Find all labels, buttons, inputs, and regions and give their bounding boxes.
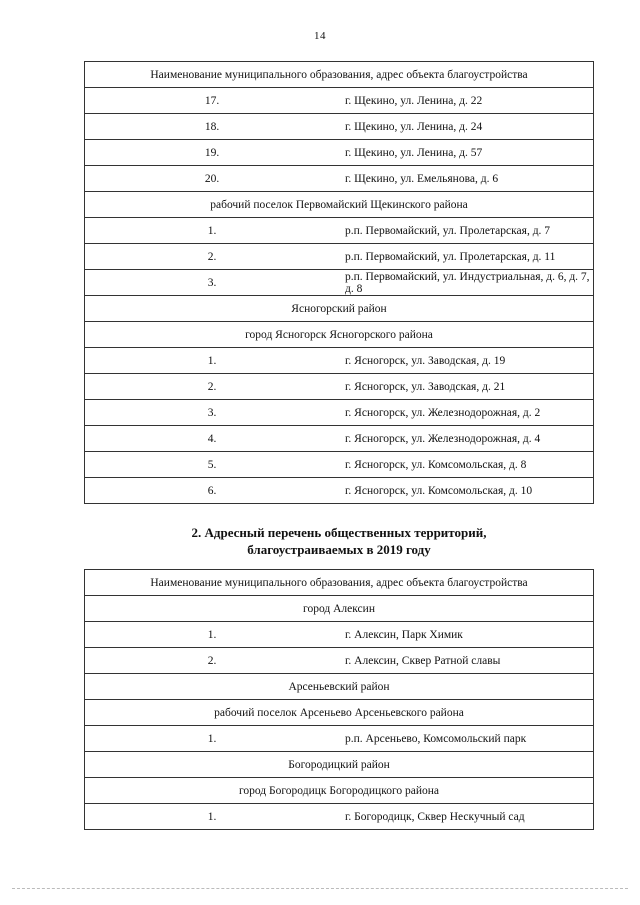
row-number: 4.: [85, 426, 340, 452]
table-row: [85, 166, 594, 192]
table-row: [85, 400, 594, 426]
address-text: г. Ясногорск, ул. Железнодорожная, д. 2: [339, 400, 594, 426]
address-table-1-body: [85, 62, 594, 504]
table-row: [85, 648, 594, 674]
table-row: [85, 140, 594, 166]
section-row: [85, 674, 594, 700]
address-text: г. Щекино, ул. Ленина, д. 57: [339, 140, 594, 166]
table-row: [85, 244, 594, 270]
footer-scan-line: [12, 888, 628, 890]
row-number: 1.: [85, 726, 340, 752]
row-number: 2.: [85, 648, 340, 674]
table-row: [85, 726, 594, 752]
address-text: р.п. Первомайский, ул. Индустриальная, д. 6, д. 7, д. 8: [339, 270, 594, 296]
row-number: 1.: [85, 348, 340, 374]
section-row: [85, 596, 594, 622]
table-row: [85, 88, 594, 114]
table-row: [85, 114, 594, 140]
address-table-2: [84, 569, 594, 830]
table-row: [85, 426, 594, 452]
table-header-row: [85, 62, 594, 88]
section-2-heading: [84, 524, 594, 558]
row-number: 17.: [85, 88, 340, 114]
table-row: [85, 374, 594, 400]
address-text: г. Алексин, Парк Химик: [339, 622, 594, 648]
table-row: [85, 270, 594, 296]
table-row: [85, 452, 594, 478]
table-row: [85, 348, 594, 374]
address-text: г. Щекино, ул. Емельянова, д. 6: [339, 166, 594, 192]
table-header-row: [85, 570, 594, 596]
section-title: рабочий поселок Первомайский Щекинского района: [85, 192, 594, 218]
section-row: [85, 752, 594, 778]
row-number: 1.: [85, 218, 340, 244]
section-title: город Алексин: [85, 596, 594, 622]
section-row: [85, 192, 594, 218]
section-title: Арсеньевский район: [85, 674, 594, 700]
table-row: [85, 218, 594, 244]
address-text: р.п. Первомайский, ул. Пролетарская, д. 7: [339, 218, 594, 244]
row-number: 6.: [85, 478, 340, 504]
section-row: [85, 296, 594, 322]
row-number: 1.: [85, 804, 340, 830]
row-number: 19.: [85, 140, 340, 166]
section-title: рабочий поселок Арсеньево Арсеньевского района: [85, 700, 594, 726]
address-text: г. Ясногорск, ул. Заводская, д. 21: [339, 374, 594, 400]
section-title: город Ясногорск Ясногорского района: [85, 322, 594, 348]
row-number: 1.: [85, 622, 340, 648]
row-number: 18.: [85, 114, 340, 140]
address-text: г. Щекино, ул. Ленина, д. 22: [339, 88, 594, 114]
section-title: Ясногорский район: [85, 296, 594, 322]
row-number: 2.: [85, 244, 340, 270]
address-table-2-body: [85, 570, 594, 830]
table-row: [85, 804, 594, 830]
table-row: [85, 622, 594, 648]
row-number: 5.: [85, 452, 340, 478]
address-text: г. Ясногорск, ул. Комсомольская, д. 8: [339, 452, 594, 478]
address-text: г. Богородицк, Сквер Нескучный сад: [339, 804, 594, 830]
row-number: 3.: [85, 400, 340, 426]
address-text: г. Щекино, ул. Ленина, д. 24: [339, 114, 594, 140]
row-number: 20.: [85, 166, 340, 192]
table-header-cell: Наименование муниципального образования, адрес объекта благоустройства: [85, 570, 594, 596]
address-text: г. Ясногорск, ул. Железнодорожная, д. 4: [339, 426, 594, 452]
address-text: р.п. Первомайский, ул. Пролетарская, д. 11: [339, 244, 594, 270]
row-number: 3.: [85, 270, 340, 296]
address-text: р.п. Арсеньево, Комсомольский парк: [339, 726, 594, 752]
address-text: г. Ясногорск, ул. Заводская, д. 19: [339, 348, 594, 374]
address-text: г. Алексин, Сквер Ратной славы: [339, 648, 594, 674]
table-header-cell: Наименование муниципального образования, адрес объекта благоустройства: [85, 62, 594, 88]
section-title: город Богородицк Богородицкого района: [85, 778, 594, 804]
section-2-heading-line2: благоустраиваемых в 2019 году: [247, 542, 431, 557]
section-row: [85, 322, 594, 348]
section-row: [85, 778, 594, 804]
section-row: [85, 700, 594, 726]
section-2-heading-line1: 2. Адресный перечень общественных территорий,: [191, 525, 487, 540]
address-table-1: [84, 61, 594, 504]
section-title: Богородицкий район: [85, 752, 594, 778]
row-number: 2.: [85, 374, 340, 400]
page-number: 14: [314, 30, 326, 42]
address-text: г. Ясногорск, ул. Комсомольская, д. 10: [339, 478, 594, 504]
table-row: [85, 478, 594, 504]
